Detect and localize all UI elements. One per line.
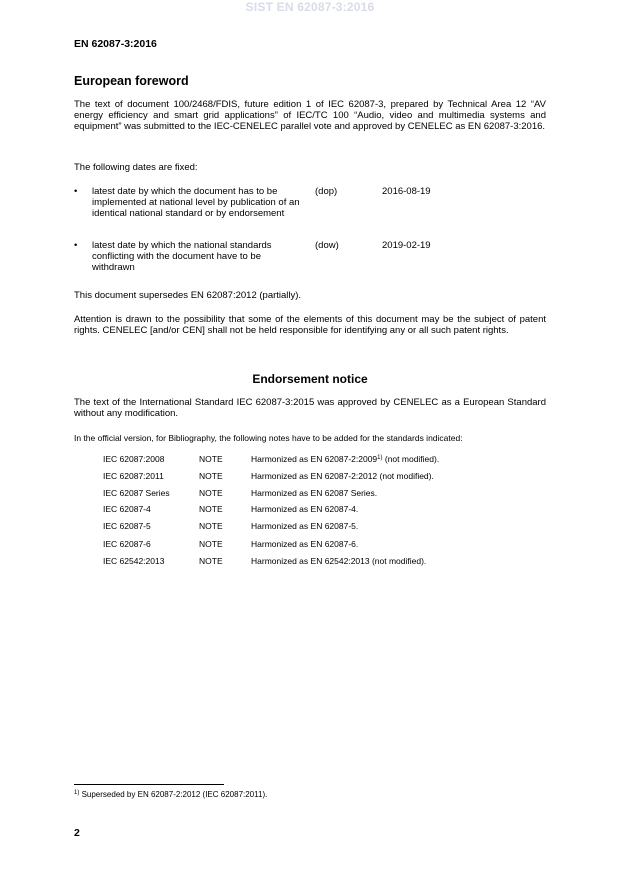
note-label: NOTE [199, 454, 223, 464]
date-value: 2016-08-19 [382, 186, 431, 197]
note-text: Harmonized as EN 62087-6. [251, 539, 359, 549]
note-label: NOTE [199, 471, 223, 481]
bibliography-note-row [103, 454, 523, 466]
patent-notice: Attention is drawn to the possibility that some of the elements of this document may be the subject of patent rights. CENELEC [and/or CEN] shall not be held responsible for identifying any or all such patent rights. [74, 314, 546, 336]
bullet-mark: • [74, 240, 78, 251]
bibliography-note-row [103, 539, 523, 551]
note-text: Harmonized as EN 62087 Series. [251, 488, 378, 498]
note-text-main: Harmonized as EN 62087-2:2009 [251, 454, 378, 464]
note-text: Harmonized as EN 62087-5. [251, 521, 359, 531]
supersedes-statement: This document supersedes EN 62087:2012 (partially). [74, 290, 302, 301]
watermark: SIST EN 62087-3:2016 [245, 0, 375, 14]
standard-ref: IEC 62087-4 [103, 504, 151, 514]
bibliography-note-row [103, 521, 523, 533]
date-description: latest date by which the national standards conflicting with the document have to be withdrawn [92, 240, 272, 273]
bibliography-note-row [103, 504, 523, 516]
note-text: Harmonized as EN 62542:2013 (not modified). [251, 556, 427, 566]
foreword-title: European foreword [74, 74, 189, 88]
note-text: Harmonized as EN 62087-2:2012 (not modified). [251, 471, 434, 481]
standard-ref: IEC 62542:2013 [103, 556, 165, 566]
bibliography-note-row [103, 556, 523, 568]
date-item-dop [74, 186, 546, 232]
standard-ref: IEC 62087:2011 [103, 471, 164, 481]
standard-ref: IEC 62087-6 [103, 539, 151, 549]
note-text-suffix: (not modified). [382, 454, 440, 464]
page-number: 2 [74, 827, 80, 839]
note-label: NOTE [199, 488, 223, 498]
note-label: NOTE [199, 539, 223, 549]
document-id: EN 62087-3:2016 [74, 38, 157, 50]
bibliography-note-row [103, 471, 523, 483]
standard-ref: IEC 62087:2008 [103, 454, 165, 464]
date-code: (dop) [315, 186, 338, 197]
footnote-marker: 1) [74, 790, 80, 796]
note-label: NOTE [199, 504, 223, 514]
foreword-intro: The text of document 100/2468/FDIS, future edition 1 of IEC 62087-3, prepared by Technical Area 12 “AV energy efficiency and smart grid applications” of IEC/TC 100 “Audio, video and multimedia systems and equipment” was submitted to the IEC-CENELEC parallel vote and approved by CENELEC as EN 62087-3:2016. [74, 99, 546, 132]
standard-ref: IEC 62087 Series [103, 488, 170, 498]
date-code: (dow) [315, 240, 339, 251]
date-value: 2019-02-19 [382, 240, 431, 251]
footnote-text: Superseded by EN 62087-2:2012 (IEC 62087:2011). [79, 790, 268, 799]
endorsement-text: The text of the International Standard IEC 62087-3:2015 was approved by CENELEC as a European Standard without any modification. [74, 397, 546, 419]
date-description: latest date by which the document has to be implemented at national level by publication of an identical national standard or by endorsement [92, 186, 300, 219]
note-label: NOTE [199, 556, 223, 566]
note-text: Harmonized as EN 62087-4. [251, 504, 359, 514]
bibliography-note-row [103, 488, 523, 500]
standard-ref: IEC 62087-5 [103, 521, 151, 531]
dates-intro: The following dates are fixed: [74, 162, 198, 173]
bullet-mark: • [74, 186, 78, 197]
date-item-dow [74, 240, 546, 276]
footnote [74, 790, 267, 799]
endorsement-title: Endorsement notice [252, 372, 368, 386]
bibliography-intro: In the official version, for Bibliography, the following notes have to be added for the standards indicated: [74, 433, 463, 443]
note-label: NOTE [199, 521, 223, 531]
note-text [251, 454, 439, 464]
footnote-reference: 1) [377, 455, 383, 461]
footnote-separator [74, 784, 224, 785]
